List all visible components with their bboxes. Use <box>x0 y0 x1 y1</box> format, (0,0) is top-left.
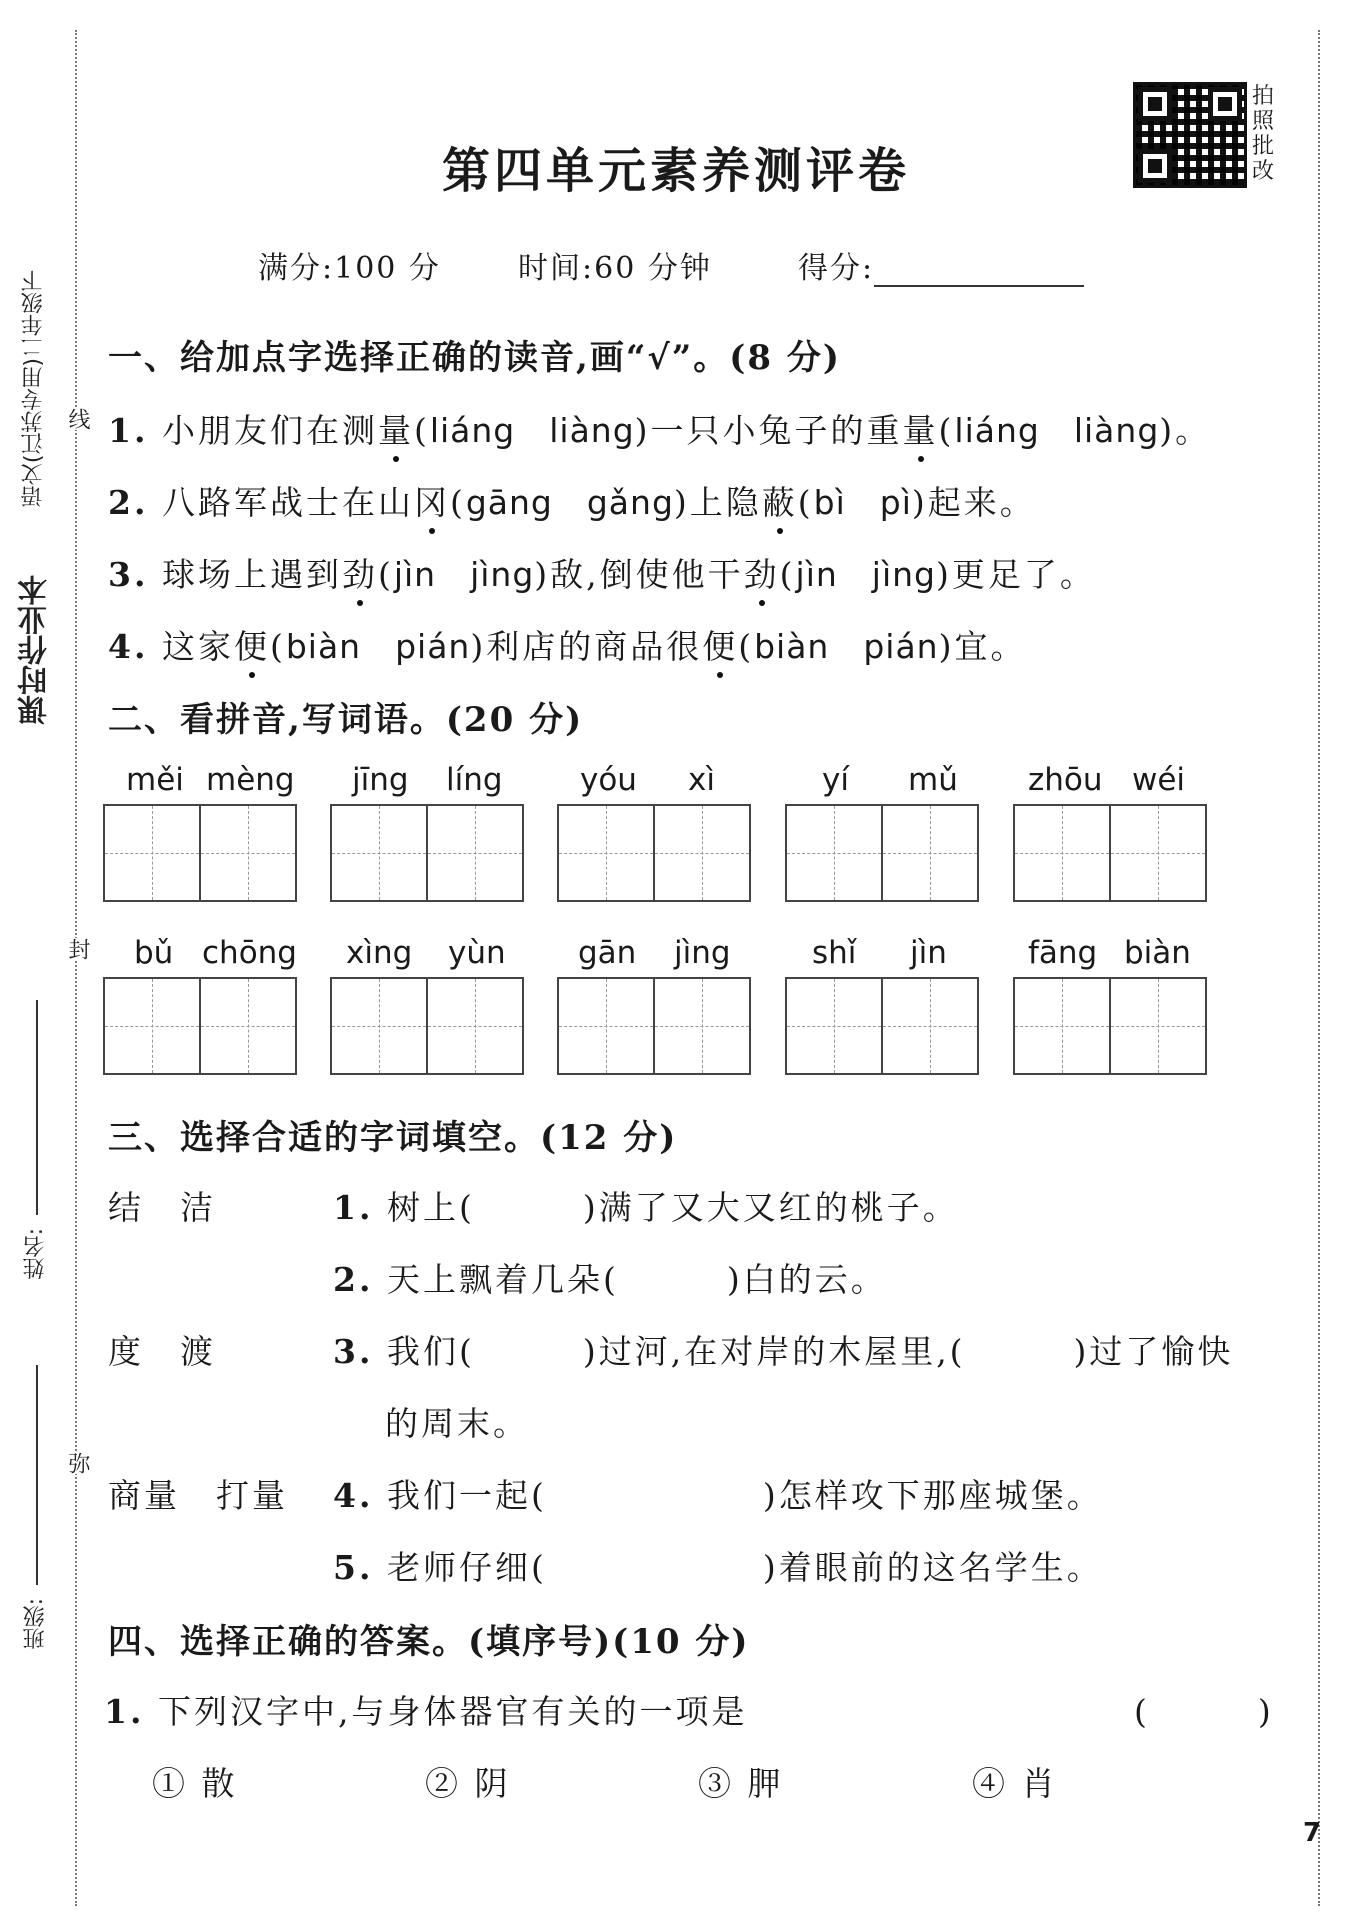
full-score: 满分:100 分 <box>258 251 441 286</box>
s3-item-5: 5. 老师仔细( )着眼前的这名学生。 <box>333 1548 1103 1587</box>
pinyin-label: líng <box>446 762 503 798</box>
pinyin-label: mǔ <box>908 762 958 798</box>
writing-grid[interactable] <box>330 977 524 1075</box>
writing-grid[interactable] <box>557 804 751 902</box>
pinyin-label: shǐ <box>812 935 857 971</box>
section2-heading: 二、看拼音,写词语。(20 分) <box>108 700 584 740</box>
pinyin-label: yóu <box>580 762 637 798</box>
word-choice-1: 结 洁 <box>108 1188 216 1227</box>
option-pinyin: liáng liàng <box>429 411 635 450</box>
option-1[interactable]: ① 散 <box>152 1764 238 1803</box>
word-choice-3: 商量 打量 <box>108 1476 288 1515</box>
writing-grid[interactable] <box>330 804 524 902</box>
pinyin-label: mèng <box>206 762 295 798</box>
score-input-line[interactable] <box>874 255 1084 287</box>
writing-grid[interactable] <box>103 804 297 902</box>
s3-item-2: 2. 天上飘着几朵( )白的云。 <box>333 1260 887 1299</box>
time-limit: 时间:60 分钟 <box>518 251 712 286</box>
seal-feng-label: 封 <box>62 938 93 960</box>
binding-dotted-line <box>75 30 77 1906</box>
option-pinyin: gāng gǎng <box>465 483 674 522</box>
s1-item-1: 1. 小朋友们在测量(liáng liàng)一只小兔子的重量(liáng liàng)。 <box>108 405 1211 452</box>
pinyin-label: fāng <box>1028 935 1098 971</box>
pinyin-label: yùn <box>448 935 506 971</box>
section3-heading: 三、选择合适的字词填空。(12 分) <box>108 1118 678 1158</box>
pinyin-label: bǔ <box>134 935 174 971</box>
pinyin-label: jīng <box>352 762 409 798</box>
book-title: 课时作业本 <box>18 575 53 725</box>
qr-label: 拍照批改 <box>1252 84 1275 184</box>
writing-grid[interactable] <box>785 977 979 1075</box>
s3-item-3: 3. 我们( )过河,在对岸的木屋里,( )过了愉快 <box>333 1332 1234 1371</box>
writing-grid[interactable] <box>557 977 751 1075</box>
writing-grid[interactable] <box>1013 977 1207 1075</box>
s4-question-1: 1. 下列汉字中,与身体器官有关的一项是 <box>104 1692 748 1731</box>
pinyin-label: biàn <box>1124 935 1191 971</box>
pinyin-label: chōng <box>202 935 297 971</box>
score-field <box>798 243 1084 287</box>
writing-grid[interactable] <box>1013 804 1207 902</box>
seal-line-label: 线 <box>62 408 93 430</box>
pinyin-label: wéi <box>1132 762 1186 798</box>
name-field-line[interactable] <box>36 1000 38 1215</box>
option-pinyin: jìn jìng <box>795 555 936 594</box>
option-pinyin: biàn pián <box>285 627 471 666</box>
word-choice-2: 度 渡 <box>108 1332 216 1371</box>
option-pinyin: jìn jìng <box>393 555 535 594</box>
pinyin-label: měi <box>126 762 184 798</box>
s3-item-4: 4. 我们一起( )怎样攻下那座城堡。 <box>333 1476 1103 1515</box>
s1-item-3: 3. 球场上遇到劲(jìn jìng)敌,倒使他干劲(jìn jìng)更足了。 <box>108 549 1096 596</box>
option-4[interactable]: ④ 肖 <box>972 1764 1058 1803</box>
s1-item-4: 4. 这家便(biàn pián)利店的商品很便(biàn pián)宜。 <box>108 621 1026 668</box>
page-title: 第四单元素养测评卷 <box>442 143 911 199</box>
answer-bracket[interactable]: ( ) <box>1134 1692 1274 1731</box>
pinyin-label: jìn <box>910 935 947 971</box>
s3-item-3-cont: 的周末。 <box>385 1404 529 1443</box>
score-label: 得分: <box>798 251 875 286</box>
right-dotted-line <box>1318 30 1320 1906</box>
pinyin-label: zhōu <box>1028 762 1103 798</box>
pinyin-label: jìng <box>674 935 731 971</box>
qr-code-icon[interactable] <box>1133 82 1247 188</box>
class-field-line[interactable] <box>36 1365 38 1585</box>
pinyin-label: xìng <box>346 935 413 971</box>
option-3[interactable]: ③ 胛 <box>698 1764 784 1803</box>
name-label: 姓名: <box>23 1228 48 1280</box>
pinyin-label: gān <box>578 935 637 971</box>
option-pinyin: liáng liàng <box>954 411 1160 450</box>
section1-heading: 一、给加点字选择正确的读音,画“√”。(8 分) <box>108 338 841 378</box>
option-2[interactable]: ② 阴 <box>425 1764 511 1803</box>
subject-label: 语文(江苏专用)二年级下 <box>21 270 46 508</box>
page-number: 7 <box>1303 1818 1322 1848</box>
class-label: 班级: <box>23 1598 48 1650</box>
writing-grid[interactable] <box>103 977 297 1075</box>
section4-heading: 四、选择正确的答案。(填序号)(10 分) <box>108 1622 750 1662</box>
option-pinyin: bì pì <box>813 483 912 522</box>
s1-item-2: 2. 八路军战士在山冈(gāng gǎng)上隐蔽(bì pì)起来。 <box>108 477 1036 524</box>
s3-item-1: 1. 树上( )满了又大又红的桃子。 <box>333 1188 959 1227</box>
pinyin-label: yí <box>822 762 849 798</box>
pinyin-label: xì <box>688 762 715 798</box>
option-pinyin: biàn pián <box>754 627 939 666</box>
seal-mi-label: 弥 <box>62 1452 93 1474</box>
writing-grid[interactable] <box>785 804 979 902</box>
